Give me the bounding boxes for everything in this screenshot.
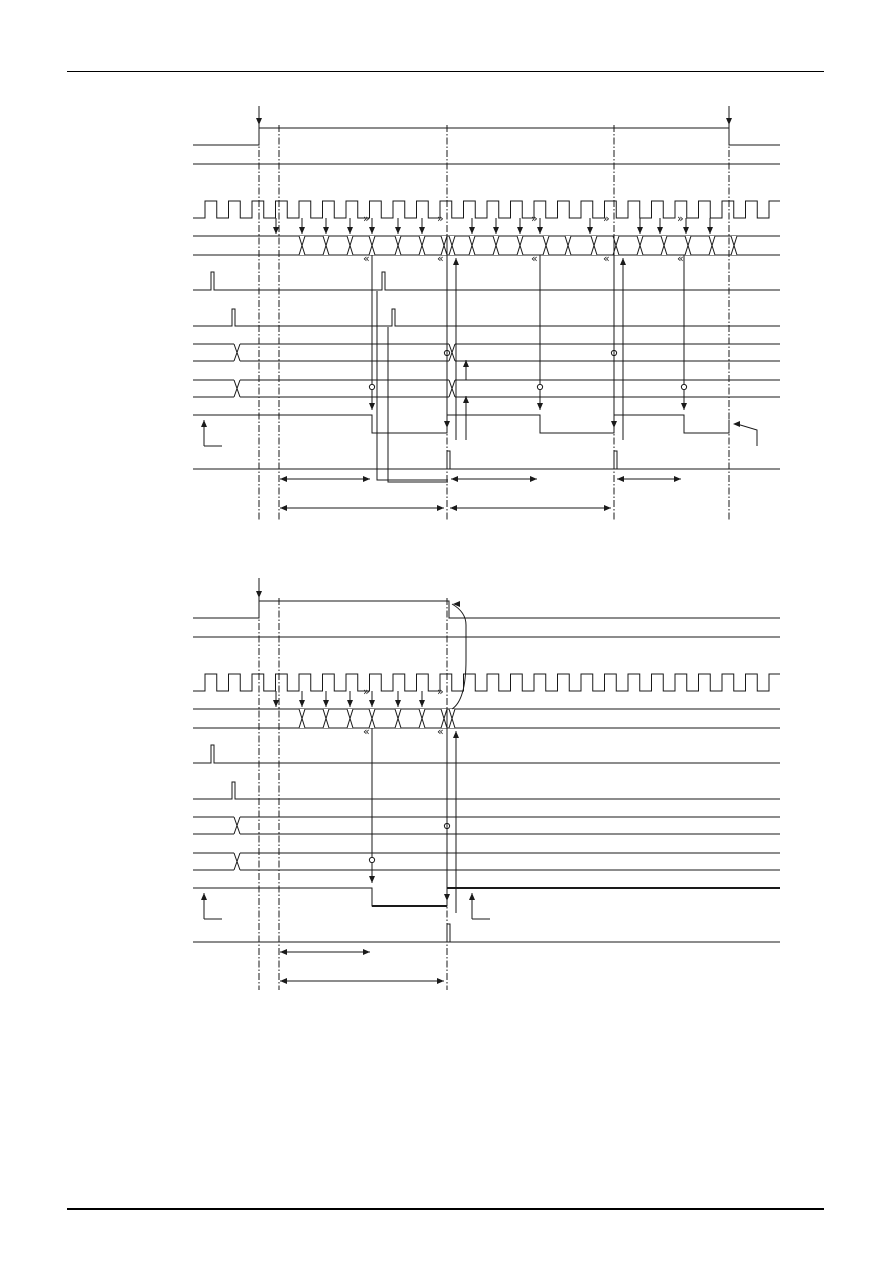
arrowhead-down [537, 227, 543, 234]
break-mark: « [363, 725, 370, 738]
break-mark: » [437, 212, 444, 225]
arrowhead-down [347, 227, 353, 234]
arrowhead-down [517, 227, 523, 234]
arrowhead-left [280, 505, 287, 511]
arrowhead-left [280, 978, 287, 984]
arrowhead-up [201, 893, 207, 900]
arrowhead-right [674, 476, 681, 482]
break-mark: « [437, 252, 444, 265]
arrowhead-up [453, 258, 459, 265]
arrowhead-right [363, 949, 370, 955]
sample-point [369, 857, 374, 862]
enable-signal [193, 601, 780, 618]
status-signal [193, 415, 729, 433]
arrowhead-left [733, 421, 740, 427]
arrowhead-down [273, 227, 279, 234]
feedback-curve [452, 604, 466, 709]
strobe-signal-a [193, 272, 780, 290]
arrowhead-down [299, 227, 305, 234]
strobe-signal-b [193, 309, 780, 326]
arrowhead-down [493, 227, 499, 234]
arrowhead-right [437, 505, 444, 511]
break-mark: « [437, 725, 444, 738]
break-mark: « [531, 252, 538, 265]
arrowhead-up [620, 258, 626, 265]
break-mark: » [437, 685, 444, 698]
sample-point [369, 384, 374, 389]
sample-point [681, 384, 686, 389]
arrowhead-left [451, 476, 458, 482]
enable-signal [193, 128, 780, 145]
break-mark: « [603, 252, 610, 265]
footer-rule [67, 1208, 824, 1210]
arrowhead-down [681, 403, 687, 410]
arrowhead-down [273, 700, 279, 707]
arrowhead-down [587, 227, 593, 234]
arrowhead-up [469, 893, 475, 900]
arrowhead-down [469, 227, 475, 234]
arrowhead-down [637, 227, 643, 234]
arrowhead-left [453, 601, 460, 607]
break-mark: » [531, 212, 538, 225]
header-rule [67, 71, 824, 72]
arrowhead-down [256, 591, 262, 598]
arrowhead-down [683, 227, 689, 234]
arrowhead-right [604, 505, 611, 511]
arrowhead-down [537, 403, 543, 410]
arrowhead-down [347, 700, 353, 707]
status-signal [193, 888, 780, 906]
strobe-signal-a [193, 745, 780, 763]
arrowhead-down [726, 118, 732, 125]
arrowhead-down [369, 700, 375, 707]
clock-waveform [193, 674, 780, 691]
arrowhead-down [395, 227, 401, 234]
break-mark: » [363, 685, 370, 698]
arrowhead-left [450, 505, 457, 511]
arrowhead-right [363, 476, 370, 482]
arrowhead-up [453, 731, 459, 738]
timing-diagram-single [0, 570, 892, 1000]
arrowhead-left [280, 476, 287, 482]
arrowhead-down [369, 876, 375, 883]
arrowhead-left [280, 949, 287, 955]
arrowhead-down [323, 227, 329, 234]
arrowhead-down [369, 227, 375, 234]
arrowhead-down [369, 403, 375, 410]
corner-arrow [737, 424, 757, 446]
arrowhead-right [530, 476, 537, 482]
arrowhead-left [617, 476, 624, 482]
connector-path [388, 327, 448, 482]
arrowhead-up [201, 420, 207, 427]
break-mark: » [603, 212, 610, 225]
break-mark: » [677, 212, 684, 225]
arrowhead-down [419, 227, 425, 234]
break-mark: « [363, 252, 370, 265]
arrowhead-down [256, 118, 262, 125]
arrowhead-down [419, 700, 425, 707]
timing-diagram-continuous [0, 95, 892, 535]
sample-point [537, 384, 542, 389]
strobe-signal-b [193, 782, 780, 799]
break-mark: » [363, 212, 370, 225]
break-mark: « [677, 252, 684, 265]
arrowhead-right [437, 978, 444, 984]
arrowhead-down [299, 700, 305, 707]
arrowhead-down [657, 227, 663, 234]
arrowhead-down [395, 700, 401, 707]
arrowhead-down [707, 227, 713, 234]
arrowhead-down [323, 700, 329, 707]
clock-waveform [193, 201, 780, 218]
